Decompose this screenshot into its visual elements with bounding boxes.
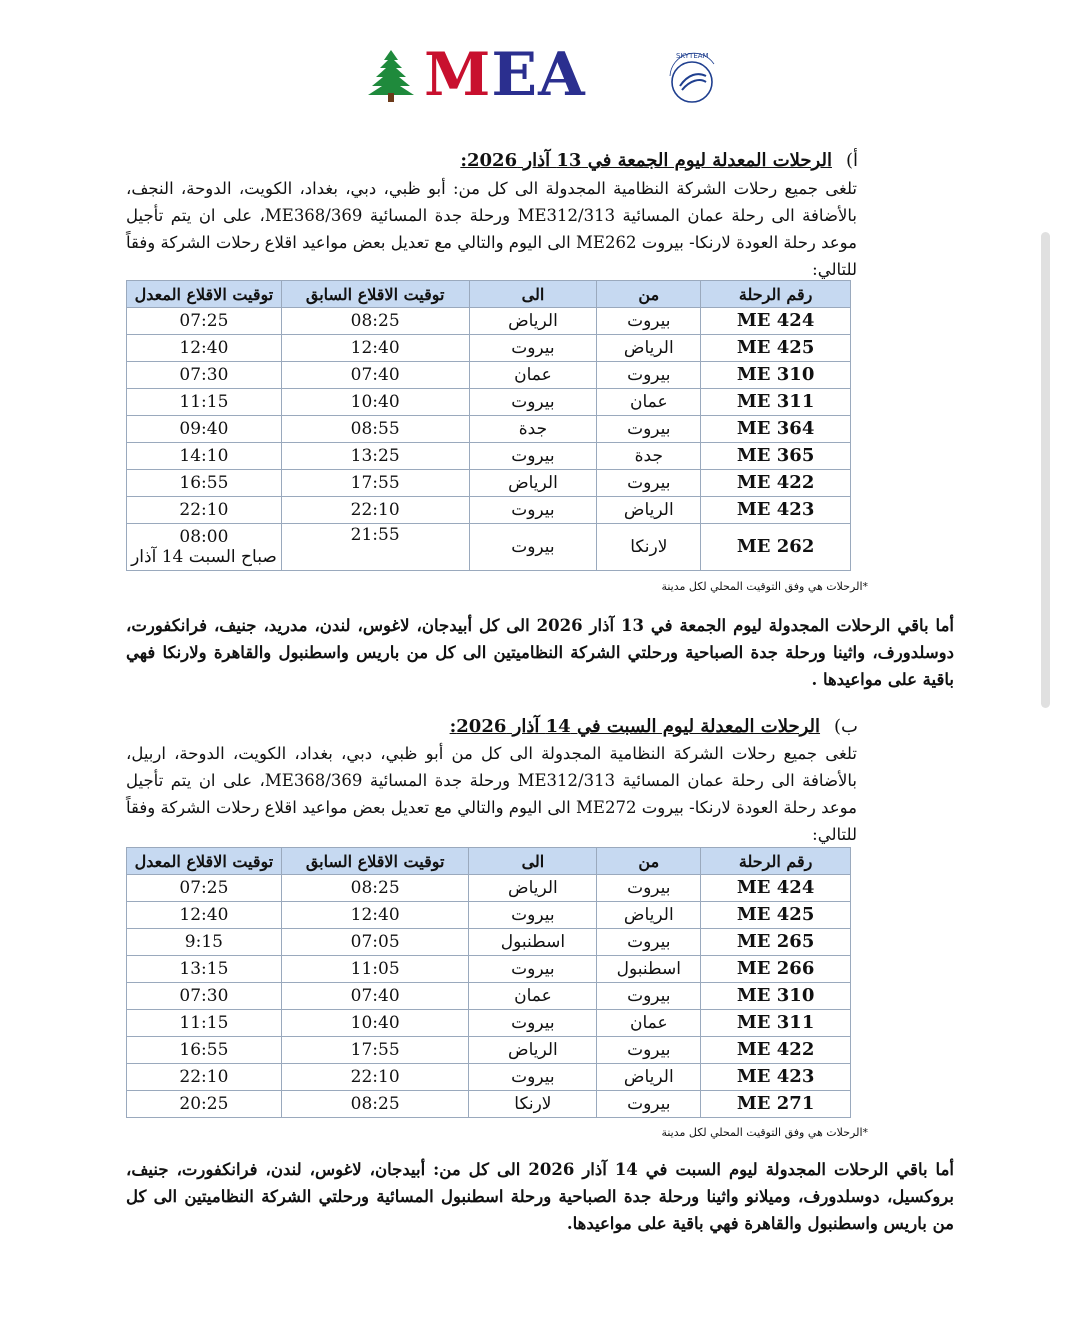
revised-time-cell: 11:15: [127, 1010, 282, 1037]
skyteam-label: SKYTEAM: [676, 52, 709, 60]
flight-number-cell: ME 271: [701, 1091, 851, 1118]
origin-cell: بيروت: [597, 308, 701, 335]
previous-time-cell: 22:10: [281, 1064, 469, 1091]
destination-cell: اسطنبول: [469, 929, 597, 956]
flight-number-cell: ME 424: [701, 875, 851, 902]
origin-cell: الرياض: [597, 335, 701, 362]
flight-number-cell: ME 265: [701, 929, 851, 956]
revised-time-cell: 12:40: [127, 335, 282, 362]
destination-cell: الرياض: [469, 308, 597, 335]
revised-time-cell: 20:25: [127, 1091, 282, 1118]
section-b-marker: ب): [834, 716, 858, 737]
section-a-text: تلغى جميع رحلات الشركة النظامية المجدولة الى كل من: أبو ظبي، دبي، بغداد، الكويت، الدوحة، النجف، بالأضافة الى رحلة عمان المسائية ME312/313 ورحلة جدة المسائية ME368/369، على ان يتم تأجيل موعد رحلة العودة لارنكا- بيروت ME262 الى اليوم والتالي مع تعديل بعض مواعيد اقلاع رحلات الشركة وفقاً للتالي:: [126, 179, 857, 279]
section-b-text: تلغى جميع رحلات الشركة النظامية المجدولة الى كل من أبو ظبي، دبي، بغداد، الكويت، الدوحة، اربيل، بالأضافة الى رحلة عمان المسائية ME312/313 ورحلة جدة المسائية ME368/369، على ان يتم تأجيل موعد رحلة العودة لارنكا- بيروت ME272 الى اليوم والتالي مع تعديل بعض مواعيد اقلاع رحلات الشركة وفقاً للتالي:: [126, 744, 857, 844]
destination-cell: لارنكا: [469, 1091, 597, 1118]
flight-number-cell: ME 311: [701, 389, 851, 416]
section-a-heading: [460, 150, 858, 171]
table-row: [127, 1010, 851, 1037]
flight-number-cell: ME 266: [701, 956, 851, 983]
origin-cell: اسطنبول: [597, 956, 701, 983]
destination-cell: بيروت: [469, 335, 597, 362]
flight-number-cell: ME 365: [701, 443, 851, 470]
column-header: توقيت الاقلاع المعدل: [127, 848, 282, 875]
section-b-remaining-text: أما باقي الرحلات المجدولة ليوم السبت في 14 آذار 2026 الى كل من: أبيدجان، لاغوس، لندن، فرانكفورت، جنيف، بروكسيل، دوسلدورف، وميلانو واثينا ورحلة جدة الصباحية ورحلة اسطنبول المسائية ورحلتي الشركة النظاميتين الى كل من باريس واسطنبول والقاهرة فهي باقية على مواعيدها.: [126, 1160, 955, 1233]
column-header: من: [597, 848, 701, 875]
table-row: [127, 362, 851, 389]
table-row: [127, 902, 851, 929]
previous-time-cell: 08:25: [281, 875, 469, 902]
origin-cell: عمان: [597, 1010, 701, 1037]
section-a-remaining-text: أما باقي الرحلات المجدولة ليوم الجمعة في 13 آذار 2026 الى كل أبيدجان، لاغوس، لندن، مدريد، جنيف، فرانكفورت، دوسلدورف، واثينا ورحلة جدة الصباحية ورحلتي الشركة النظاميتين الى كل من باريس واسطنبول والقاهرة ولارنكا فهي باقية على مواعيدها .: [126, 616, 955, 689]
origin-cell: لارنكا: [597, 524, 701, 571]
previous-time-cell: 08:25: [281, 1091, 469, 1118]
section-a-marker: أ): [845, 150, 858, 171]
section-b-heading: [450, 716, 858, 737]
previous-time-cell: 07:40: [281, 362, 469, 389]
table-row: [127, 335, 851, 362]
flight-number-cell: ME 425: [701, 335, 851, 362]
column-header: من: [597, 281, 701, 308]
section-a-title: الرحلات المعدلة ليوم الجمعة في 13 آذار 2026:: [460, 150, 832, 171]
table-row: [127, 1091, 851, 1118]
flight-number-cell: ME 424: [701, 308, 851, 335]
origin-cell: بيروت: [597, 1037, 701, 1064]
flight-number-cell: ME 310: [701, 362, 851, 389]
table-header-row: [127, 281, 851, 308]
cedar-icon: [360, 48, 422, 104]
table-row: [127, 497, 851, 524]
flight-number-cell: ME 425: [701, 902, 851, 929]
destination-cell: بيروت: [469, 443, 597, 470]
origin-cell: بيروت: [597, 875, 701, 902]
previous-time-cell: 12:40: [281, 902, 469, 929]
column-header: الى: [469, 848, 597, 875]
revised-time-cell: [127, 524, 282, 571]
previous-time-cell: 17:55: [281, 1037, 469, 1064]
origin-cell: الرياض: [597, 497, 701, 524]
table-row: [127, 524, 851, 571]
section-b-paragraph: [126, 740, 857, 848]
section-b-note: *الرحلات هي وفق التوقيت المحلي لكل مدينة: [661, 1126, 868, 1139]
flight-number-cell: ME 310: [701, 983, 851, 1010]
column-header: رقم الرحلة: [701, 281, 851, 308]
origin-cell: بيروت: [597, 983, 701, 1010]
previous-time-cell: 13:25: [281, 443, 469, 470]
origin-cell: عمان: [597, 389, 701, 416]
destination-cell: الرياض: [469, 470, 597, 497]
table-row: [127, 875, 851, 902]
revised-time-cell: 13:15: [127, 956, 282, 983]
revised-time-cell: 07:25: [127, 875, 282, 902]
flight-number-cell: ME 364: [701, 416, 851, 443]
flight-number-cell: ME 311: [701, 1010, 851, 1037]
section-a-paragraph: [126, 175, 857, 283]
revised-time-cell: 22:10: [127, 1064, 282, 1091]
destination-cell: عمان: [469, 983, 597, 1010]
table-header-row: [127, 848, 851, 875]
destination-cell: جدة: [469, 416, 597, 443]
flight-number-cell: ME 422: [701, 470, 851, 497]
table-row: [127, 389, 851, 416]
revised-time-cell: 09:40: [127, 416, 282, 443]
revised-time-value: 08:00: [179, 527, 229, 547]
table-row: [127, 443, 851, 470]
section-b-title: الرحلات المعدلة ليوم السبت في 14 آذار 2026:: [449, 716, 821, 737]
section-a-table: [126, 280, 851, 571]
mea-logo: [360, 40, 720, 110]
origin-cell: جدة: [597, 443, 701, 470]
previous-time-cell: 11:05: [281, 956, 469, 983]
origin-cell: بيروت: [597, 362, 701, 389]
previous-time-cell: 12:40: [281, 335, 469, 362]
scrollbar[interactable]: [1041, 232, 1050, 708]
previous-time-cell: 08:25: [281, 308, 469, 335]
table-row: [127, 1064, 851, 1091]
column-header: الى: [469, 281, 597, 308]
destination-cell: الرياض: [469, 875, 597, 902]
flight-number-cell: ME 423: [701, 497, 851, 524]
flight-number-cell: ME 262: [701, 524, 851, 571]
skyteam-icon: [662, 46, 722, 108]
table-row: [127, 956, 851, 983]
revised-time-cell: 07:25: [127, 308, 282, 335]
previous-time-value: 21:55: [350, 525, 400, 545]
destination-cell: عمان: [469, 362, 597, 389]
column-header: رقم الرحلة: [701, 848, 851, 875]
previous-time-cell: 07:05: [281, 929, 469, 956]
previous-time-cell: 10:40: [281, 1010, 469, 1037]
table-row: [127, 1037, 851, 1064]
previous-time-cell: 07:40: [281, 983, 469, 1010]
destination-cell: الرياض: [469, 1037, 597, 1064]
destination-cell: بيروت: [469, 902, 597, 929]
section-b-table: [126, 847, 851, 1118]
flight-number-cell: ME 423: [701, 1064, 851, 1091]
revised-time-note: صباح السبت 14 آذار: [131, 547, 277, 567]
revised-time-cell: 22:10: [127, 497, 282, 524]
origin-cell: الرياض: [597, 902, 701, 929]
origin-cell: بيروت: [597, 470, 701, 497]
destination-cell: بيروت: [469, 1010, 597, 1037]
table-row: [127, 929, 851, 956]
table-row: [127, 983, 851, 1010]
table-row: [127, 416, 851, 443]
flight-number-cell: ME 422: [701, 1037, 851, 1064]
destination-cell: بيروت: [469, 956, 597, 983]
column-header: توقيت الاقلاع المعدل: [127, 281, 282, 308]
revised-time-cell: 14:10: [127, 443, 282, 470]
section-a-note: *الرحلات هي وفق التوقيت المحلي لكل مدينة: [661, 580, 868, 593]
origin-cell: بيروت: [597, 929, 701, 956]
revised-time-cell: 07:30: [127, 362, 282, 389]
origin-cell: بيروت: [597, 416, 701, 443]
brand-wordmark: M E A: [424, 40, 586, 110]
column-header: توقيت الاقلاع السابق: [281, 848, 469, 875]
revised-time-cell: 11:15: [127, 389, 282, 416]
previous-time-cell: 22:10: [281, 497, 469, 524]
revised-time-cell: 9:15: [127, 929, 282, 956]
destination-cell: بيروت: [469, 497, 597, 524]
table-row: [127, 308, 851, 335]
destination-cell: بيروت: [469, 524, 597, 571]
origin-cell: الرياض: [597, 1064, 701, 1091]
previous-time-cell: 17:55: [281, 470, 469, 497]
previous-time-cell: 08:55: [281, 416, 469, 443]
previous-time-cell: [281, 524, 469, 571]
origin-cell: بيروت: [597, 1091, 701, 1118]
previous-time-cell: 10:40: [281, 389, 469, 416]
column-header: توقيت الاقلاع السابق: [281, 281, 469, 308]
revised-time-cell: 16:55: [127, 470, 282, 497]
table-row: [127, 470, 851, 497]
revised-time-cell: 07:30: [127, 983, 282, 1010]
revised-time-cell: 12:40: [127, 902, 282, 929]
section-b-remaining: [126, 1156, 954, 1237]
destination-cell: بيروت: [469, 389, 597, 416]
destination-cell: بيروت: [469, 1064, 597, 1091]
revised-time-cell: 16:55: [127, 1037, 282, 1064]
section-a-remaining: [126, 612, 954, 693]
